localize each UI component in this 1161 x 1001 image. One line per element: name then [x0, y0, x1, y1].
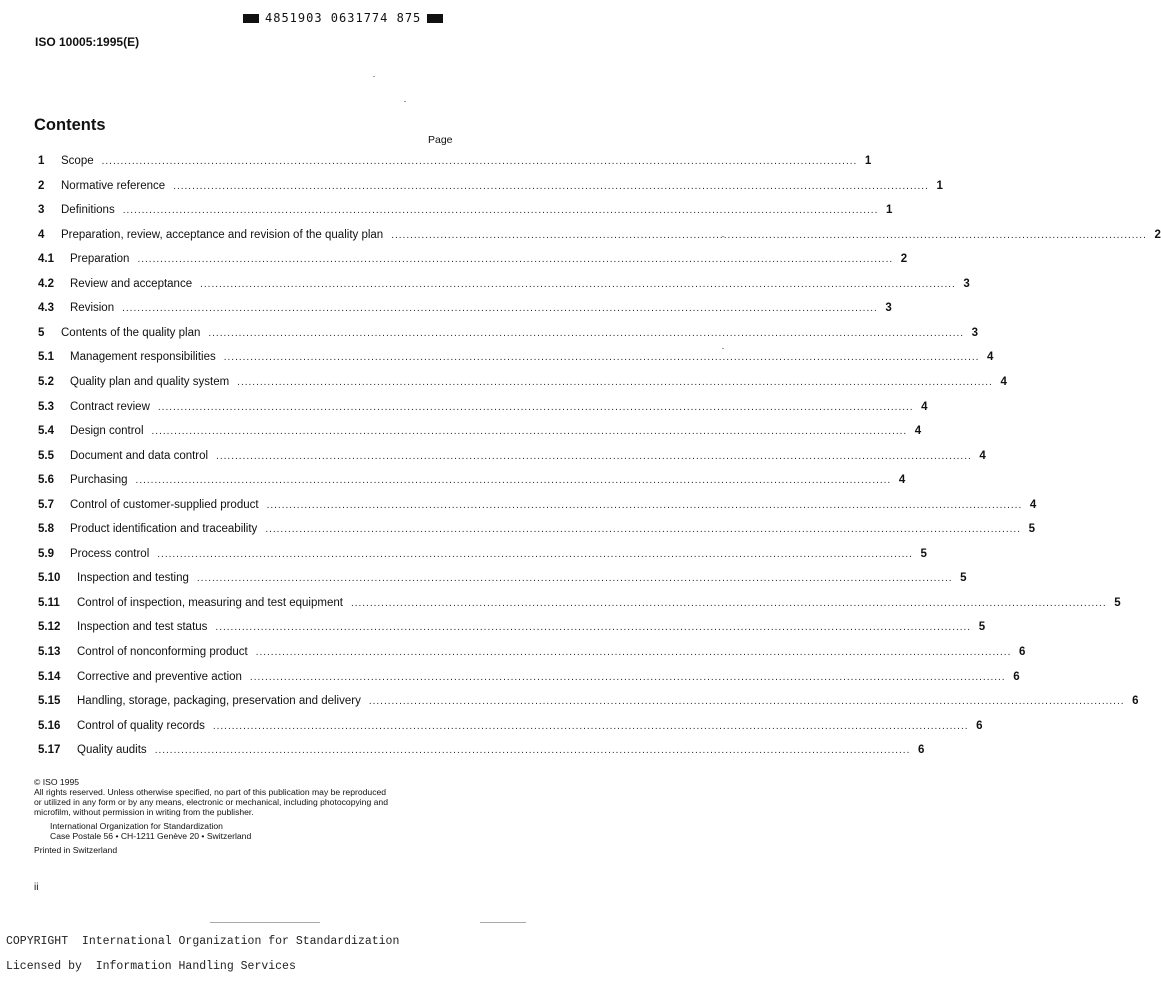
toc-leader-dots: ........................................................................................................................................................................................................ [154, 745, 911, 757]
toc-entry-number: 4.2 [38, 277, 54, 290]
toc-entry-page: 4 [898, 474, 906, 487]
toc-entry-title: Corrective and preventive action [77, 670, 242, 683]
toc-entry [38, 204, 893, 220]
publisher-address: Case Postale 56 • CH-1211 Genève 20 • Switzerland [50, 831, 252, 841]
toc-entry-number: 5.6 [38, 474, 54, 487]
toc-leader-dots: ........................................................................................................................................................................................................ [137, 254, 894, 266]
toc-entry [38, 326, 979, 343]
toc-entry-title: Definitions [61, 204, 115, 217]
barcode-text: 4851903 0631774 875 [265, 11, 422, 25]
toc-leader-dots: ........................................................................................................................................................................................................ [122, 205, 879, 217]
toc-entry [38, 646, 1026, 662]
toc-entry-number: 5.9 [38, 547, 54, 560]
page-number: ii [34, 882, 39, 893]
toc-leader-dots: ........................................................................................................................................................................................................ [350, 597, 1107, 609]
toc-entry-title: Control of inspection, measuring and test equipment [77, 596, 343, 609]
page-column-label: Page [428, 134, 453, 146]
toc-leader-dots: ........................................................................................................................................................................................................ [208, 327, 965, 339]
toc-leader-dots: ........................................................................................................................................................................................................ [216, 450, 972, 462]
toc-leader-dots: ........................................................................................................................................................................................................ [265, 524, 1021, 536]
toc-entry [38, 425, 922, 441]
toc-entry-number: 5 [38, 326, 45, 339]
toc-entry-title: Inspection and test status [77, 621, 208, 634]
toc-entry-number: 5.7 [38, 498, 54, 511]
barcode-start-block [243, 14, 259, 23]
toc-leader-dots: ........................................................................................................................................................................................................ [249, 671, 1006, 683]
toc-entry-page: 6 [976, 719, 983, 732]
toc-entry-page: 5 [1028, 523, 1035, 536]
copyright-notice [34, 777, 464, 855]
toc-entry-number: 4 [38, 228, 45, 241]
toc-entry-page: 1 [936, 179, 943, 192]
scan-speck [373, 76, 375, 77]
toc-entry [38, 400, 928, 417]
toc-entry-page: 4 [1000, 375, 1007, 388]
toc-entry-number: 5.17 [38, 744, 61, 757]
toc-entry-title: Normative reference [61, 179, 166, 192]
toc-entry-page: 3 [885, 302, 892, 315]
toc-entry-page: 6 [917, 744, 925, 757]
toc-leader-dots: ........................................................................................................................................................................................................ [212, 720, 969, 732]
toc-entry-page: 6 [1132, 695, 1139, 708]
toc-entry-number: 5.2 [38, 375, 54, 388]
toc-entry [38, 498, 1037, 515]
toc-leader-dots: ........................................................................................................................................................................................................ [223, 352, 980, 364]
toc-entry-page: 2 [900, 253, 908, 266]
copyright-rights: All rights reserved. Unless otherwise specified, no part of this publication may be reproduced [34, 787, 387, 797]
toc-entry [38, 474, 906, 490]
toc-entry-page: 2 [1154, 228, 1161, 241]
toc-entry-title: Purchasing [70, 474, 128, 487]
toc-leader-dots: ........................................................................................................................................................................................................ [151, 426, 908, 438]
toc-entry [38, 670, 1020, 687]
toc-entry-page: 5 [920, 547, 927, 560]
toc-entry-title: Quality audits [77, 744, 147, 757]
toc-entry-page: 6 [1018, 646, 1026, 658]
copyright-rights: microfilm, without permission in writing from the publisher. [34, 807, 254, 817]
toc-entry-number: 5.13 [38, 646, 61, 658]
toc-entry-title: Management responsibilities [70, 351, 216, 364]
printed-in: Printed in Switzerland [34, 845, 118, 855]
toc-entry [38, 351, 994, 367]
scan-speck [404, 101, 406, 102]
copyright-line: © ISO 1995 [34, 777, 80, 787]
toc-entry-page: 4 [914, 425, 922, 438]
toc-entry-page: 1 [885, 204, 893, 217]
toc-entry-page: 3 [971, 326, 979, 339]
toc-entry [38, 277, 970, 294]
toc-entry [38, 228, 1161, 245]
toc-entry-number: 3 [38, 204, 45, 217]
toc-entry-title: Design control [70, 425, 144, 438]
toc-entry-title: Document and data control [70, 449, 209, 462]
toc-entry-page: 1 [864, 155, 872, 167]
toc-leader-dots: ........................................................................................................................................................................................................ [368, 696, 1125, 708]
toc-entry-title: Preparation, review, acceptance and revision of the quality plan [61, 228, 384, 241]
barcode-end-block [427, 14, 443, 23]
toc-leader-dots: ........................................................................................................................................................................................................ [196, 573, 953, 585]
copyright-rights: or utilized in any form or by any means, electronic or mechanical, including photocopying and [34, 797, 388, 807]
toc-entry-number: 5.14 [38, 670, 61, 683]
toc-entry-title: Handling, storage, packaging, preservation and delivery [77, 695, 361, 708]
toc-leader-dots: ........................................................................................................................................................................................................ [237, 376, 993, 388]
toc-entry-number: 4.3 [38, 302, 54, 315]
toc-entry-page: 4 [987, 351, 994, 364]
toc-entry-number: 5.5 [38, 449, 54, 462]
toc-entry-title: Control of quality records [77, 719, 205, 732]
toc-leader-dots: ........................................................................................................................................................................................................ [200, 278, 956, 290]
toc-entry-page: 4 [979, 449, 986, 462]
toc-entry-page: 3 [963, 277, 970, 290]
toc-leader-dots: ........................................................................................................................................................................................................ [122, 303, 878, 315]
toc-entry [38, 744, 925, 760]
toc-entry [38, 523, 1035, 539]
toc-entry-title: Quality plan and quality system [70, 375, 230, 388]
toc-leader-dots: ........................................................................................................................................................................................................ [157, 548, 913, 560]
toc-entry-title: Product identification and traceability [70, 523, 258, 536]
scan-mark [480, 922, 526, 923]
toc-leader-dots: ........................................................................................................................................................................................................ [135, 475, 892, 487]
toc-leader-dots: ........................................................................................................................................................................................................ [157, 401, 914, 413]
toc-leader-dots: ........................................................................................................................................................................................................ [266, 499, 1023, 511]
toc-entry-page: 4 [1029, 498, 1037, 511]
toc-entry [38, 695, 1139, 711]
publisher-name: International Organization for Standardization [50, 821, 223, 831]
toc-entry-number: 5.4 [38, 425, 54, 438]
toc-entry [38, 572, 967, 588]
contents-heading: Contents [34, 116, 106, 134]
footer-copyright: COPYRIGHT International Organization for Standardization [6, 935, 400, 948]
toc-entry-number: 5.12 [38, 621, 61, 634]
toc-entry-number: 5.16 [38, 719, 61, 732]
toc-entry-title: Control of customer-supplied product [70, 498, 259, 511]
toc-entry [38, 547, 927, 564]
scan-mark [210, 922, 320, 923]
toc-entry-title: Control of nonconforming product [77, 646, 248, 658]
toc-entry-title: Scope [61, 155, 94, 167]
toc-entry [38, 179, 943, 196]
toc-leader-dots: ........................................................................................................................................................................................................ [101, 156, 858, 167]
barcode [243, 11, 443, 25]
toc-entry-number: 5.1 [38, 351, 54, 364]
toc-entry [38, 719, 983, 736]
toc-entry-title: Revision [70, 302, 115, 315]
toc-leader-dots: ........................................................................................................................................................................................................ [215, 622, 972, 634]
toc-entry-number: 5.3 [38, 400, 54, 413]
toc-entry-number: 1 [38, 155, 45, 167]
toc-entry-title: Contract review [70, 400, 150, 413]
toc-leader-dots: ........................................................................................................................................................................................................ [391, 229, 1147, 241]
toc-entry-number: 2 [38, 179, 45, 192]
toc-entry-title: Process control [70, 547, 150, 560]
toc-entry-page: 5 [960, 572, 967, 585]
toc-entry [38, 621, 986, 637]
toc-entry-page: 5 [1114, 596, 1121, 609]
toc-entry-number: 5.8 [38, 523, 54, 536]
toc-entry-title: Review and acceptance [70, 277, 193, 290]
toc-entry [38, 302, 892, 318]
toc-entry-page: 4 [921, 400, 928, 413]
toc-leader-dots: ........................................................................................................................................................................................................ [173, 180, 929, 192]
toc-entry-title: Preparation [70, 253, 130, 266]
toc-entry-title: Inspection and testing [77, 572, 189, 585]
toc-leader-dots: ........................................................................................................................................................................................................ [255, 647, 1012, 658]
toc-entry [38, 253, 908, 269]
toc-entry [38, 449, 986, 466]
toc-entry-number: 5.15 [38, 695, 61, 708]
toc-entry [38, 155, 872, 171]
scan-speck [722, 348, 724, 349]
footer-license: Licensed by Information Handling Services [6, 960, 296, 973]
toc-entry-title: Contents of the quality plan [61, 326, 201, 339]
toc-entry-number: 5.11 [38, 596, 60, 609]
toc-entry [38, 375, 1007, 392]
toc-entry-number: 5.10 [38, 572, 61, 585]
toc-entry [38, 596, 1121, 613]
toc-entry-page: 6 [1013, 670, 1020, 683]
toc-entry-page: 5 [978, 621, 986, 634]
toc-entry-number: 4.1 [38, 253, 54, 266]
document-id: ISO 10005:1995(E) [35, 35, 140, 49]
